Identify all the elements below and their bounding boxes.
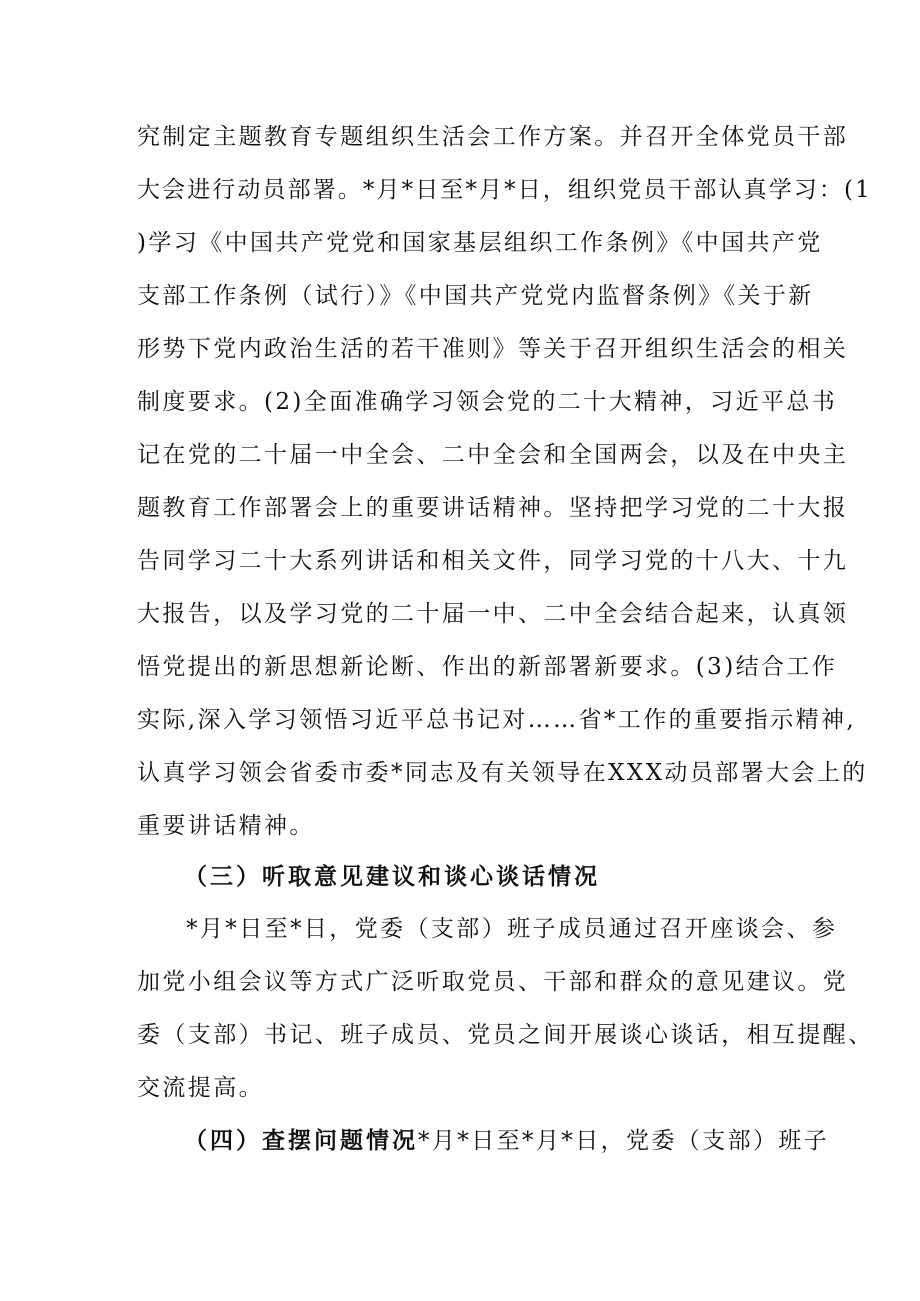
section-heading-3: （三）听取意见建议和谈心谈话情况 <box>184 864 600 890</box>
body-text-line: 大报告，以及学习党的二十届一中、二中全会结合起来，认真领 <box>137 601 849 627</box>
body-text-line: 支部工作条例（试行）》《中国共产党党内监督条例》《关于新 <box>137 283 814 309</box>
body-text-line: 形势下党内政治生活的若干准则》等关于召开组织生活会的相关 <box>137 336 849 362</box>
body-text-line: 交流提高。 <box>137 1075 264 1101</box>
body-text-line: 大会进行动员部署。*月*日至*月*日，组织党员干部认真学习：(1 <box>137 177 872 203</box>
body-text-line: 告同学习二十大系列讲话和相关文件，同学习党的十八大、十九 <box>137 548 849 574</box>
body-text-line: 制度要求。(2)全面准确学习领会党的二十大精神，习近平总书 <box>137 389 838 415</box>
body-text-line: )学习《中国共产党党和国家基层组织工作条例》《中国共产党 <box>137 230 823 256</box>
body-text-line: 委（支部）书记、班子成员、党员之间开展谈心谈话，相互提醒、 <box>137 1022 874 1048</box>
body-text-line: 记在党的二十届一中全会、二中全会和全国两会，以及在中央主 <box>137 442 849 468</box>
section-heading-4: （四）查摆问题情况 <box>184 1128 418 1154</box>
section-heading-4-line <box>184 1121 844 1161</box>
body-text-line: 悟党提出的新思想新论断、作出的新部署新要求。(3)结合工作 <box>137 654 838 680</box>
body-text-line: 认真学习领会省委市委*同志及有关领导在XXX动员部署大会上的 <box>137 760 868 786</box>
body-text-line: *月*日至*日，党委（支部）班子成员通过召开座谈会、参 <box>186 916 838 942</box>
body-text-line: 究制定主题教育专题组织生活会工作方案。并召开全体党员干部 <box>137 124 849 150</box>
body-text-line: 题教育工作部署会上的重要讲话精神。坚持把学习党的二十大报 <box>137 495 849 521</box>
body-text-line: 加党小组会议等方式广泛听取党员、干部和群众的意见建议。党 <box>137 969 849 995</box>
body-text-line: 实际,深入学习领悟习近平总书记对……省*工作的重要指示精神, <box>137 707 857 733</box>
body-text-line: 重要讲话精神。 <box>137 813 315 839</box>
section-heading-4-body: *月*日至*月*日，党委（支部）班子 <box>418 1128 830 1154</box>
